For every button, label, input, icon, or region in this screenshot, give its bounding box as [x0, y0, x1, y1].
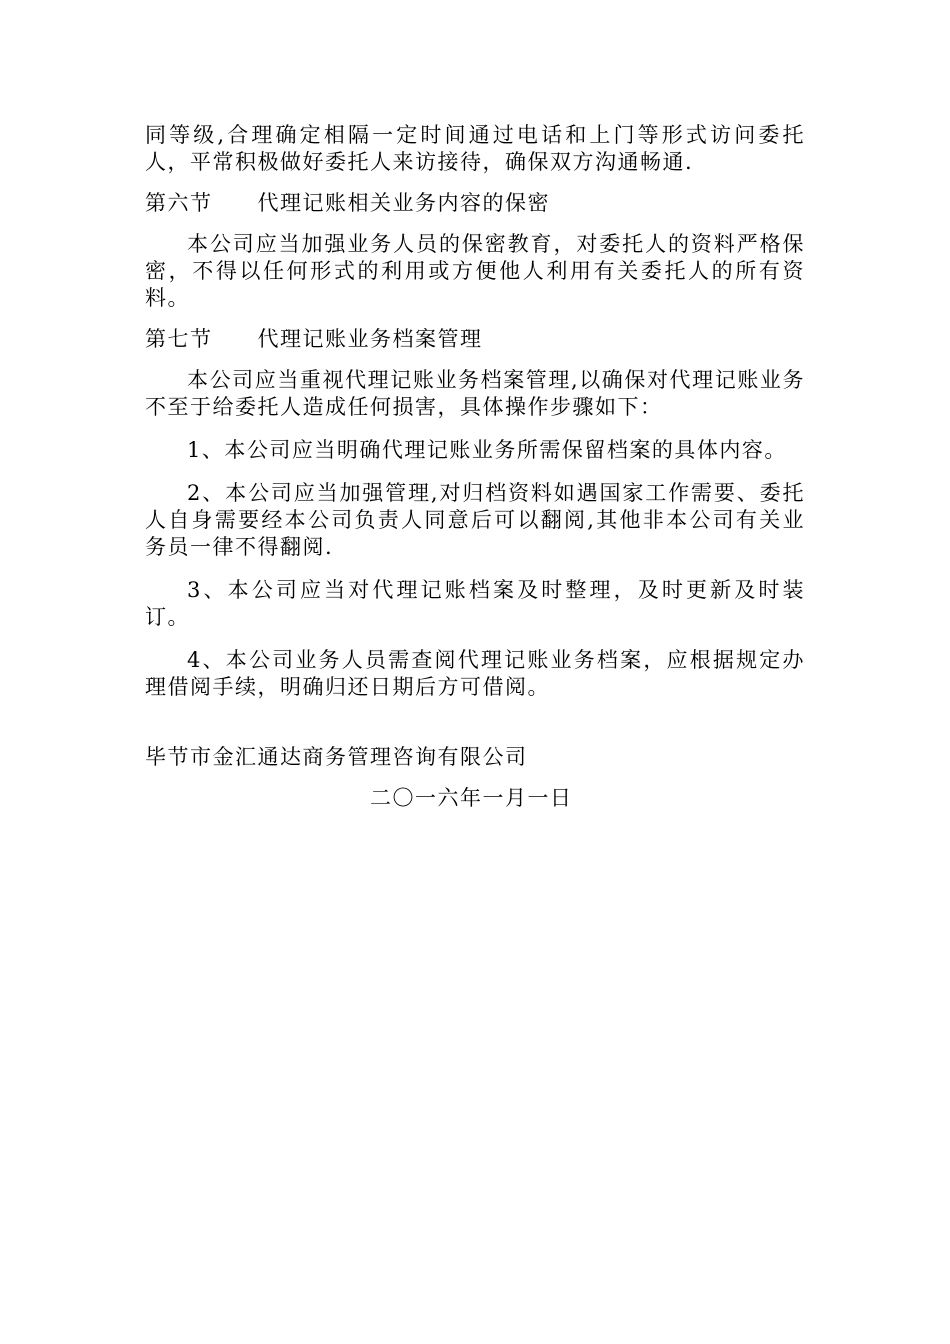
section7-paragraph: 本公司应当重视代理记账业务档案管理,以确保对代理记账业务不至于给委托人造成任何损害，具体操作步骤如下：: [145, 368, 805, 419]
spacer: [145, 771, 805, 785]
spacer: [145, 312, 805, 326]
spacer: [145, 631, 805, 647]
section7-heading: 第七节 代理记账业务档案管理: [145, 327, 483, 351]
spacer: [145, 561, 805, 577]
document-date: 二〇一六年一月一日: [370, 786, 573, 810]
spacer: [145, 701, 805, 744]
list-item-3: 3、本公司应当对代理记账档案及时整理，及时更新及时装订。: [145, 578, 805, 629]
list-item-1: 1、本公司应当明确代理记账业务所需保留档案的具体内容。: [187, 438, 787, 462]
section6-paragraph: 本公司应当加强业务人员的保密教育，对委托人的资料严格保密，不得以任何形式的利用或方便他人利用有关委托人的所有资料。: [145, 232, 805, 310]
list-item-4: 4、本公司业务人员需查阅代理记账业务档案，应根据规定办理借阅手续，明确归还日期后方可借阅。: [145, 648, 805, 699]
spacer: [145, 176, 805, 190]
document-page: [145, 122, 805, 812]
spacer: [145, 421, 805, 437]
spacer: [145, 464, 805, 480]
spacer: [145, 353, 805, 367]
paragraph-continuation: 同等级,合理确定相隔一定时间通过电话和上门等形式访问委托人，平常积极做好委托人来访接待，确保双方沟通畅通.: [145, 123, 805, 174]
list-item-2: 2、本公司应当加强管理,对归档资料如遇国家工作需要、委托人自身需要经本公司负责人同意后可以翻阅,其他非本公司有关业务员一律不得翻阅.: [145, 481, 805, 559]
section6-heading: 第六节 代理记账相关业务内容的保密: [145, 191, 550, 215]
company-name: 毕节市金汇通达商务管理咨询有限公司: [145, 745, 528, 769]
spacer: [145, 217, 805, 231]
